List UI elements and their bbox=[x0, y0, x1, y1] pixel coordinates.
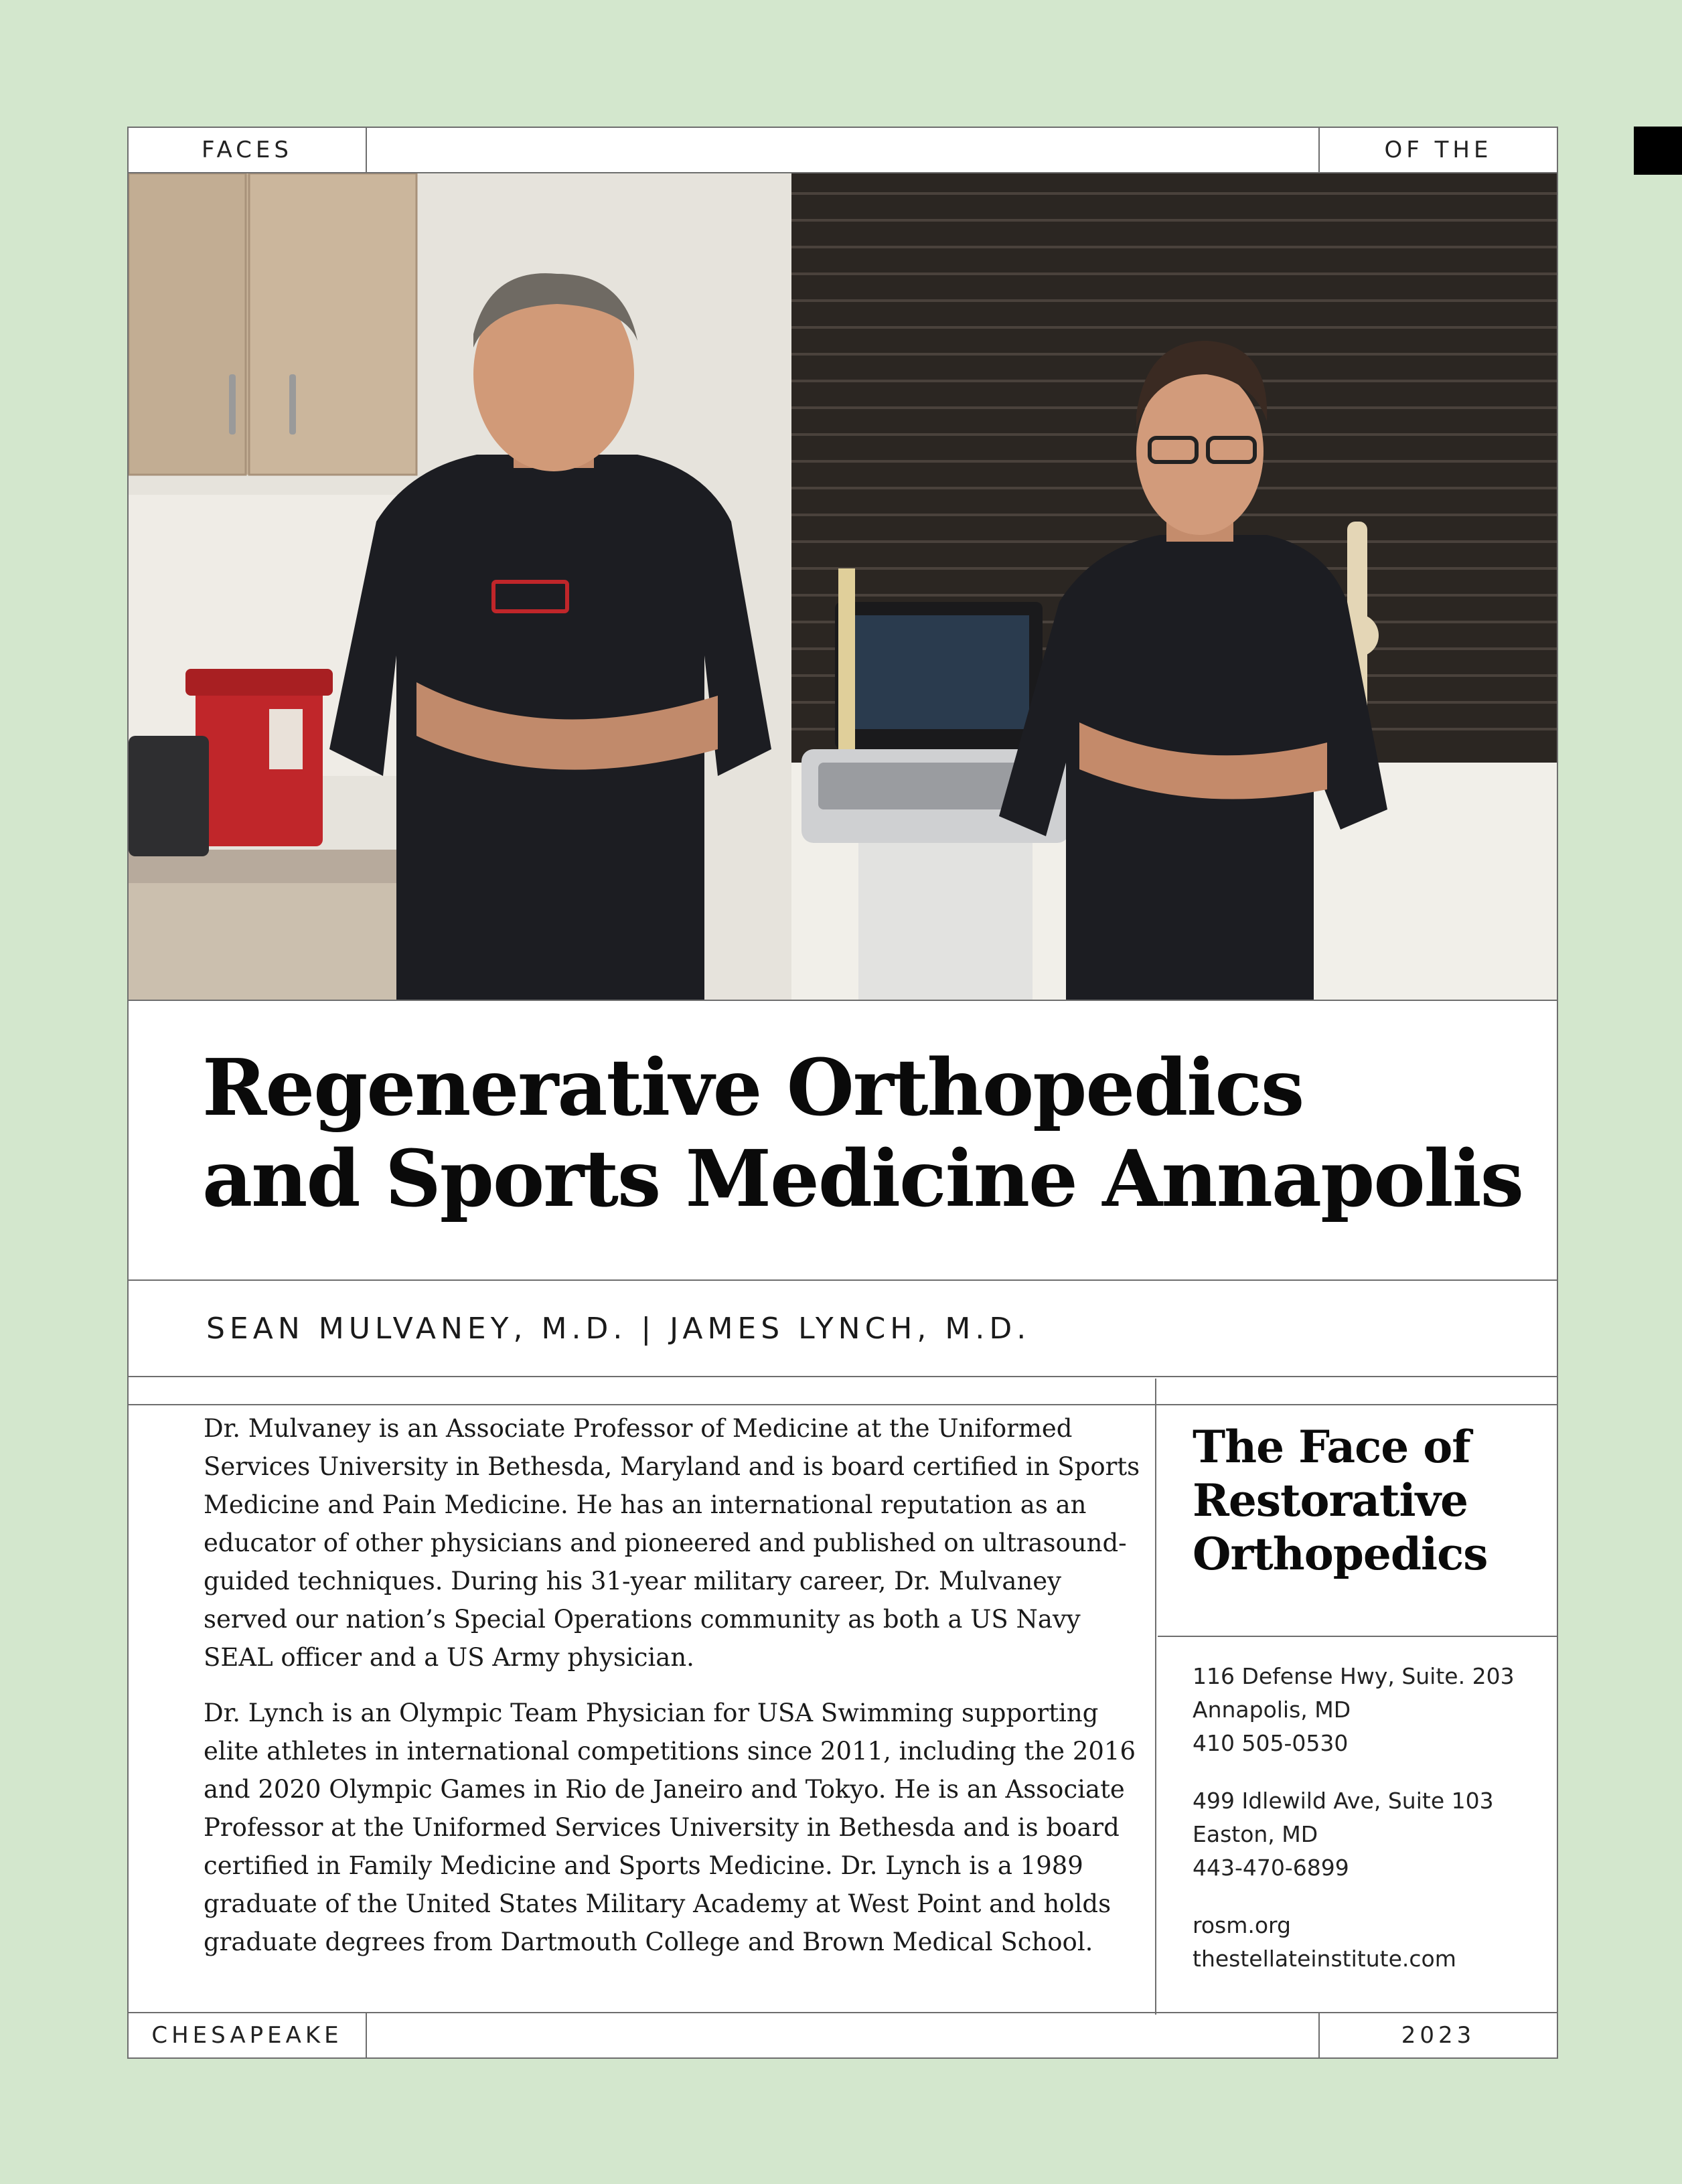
bio-column bbox=[129, 1379, 1156, 2015]
heading-line-2: and Sports Medicine Annapolis bbox=[202, 1134, 1523, 1225]
websites bbox=[1193, 1909, 1557, 1976]
header-spacer bbox=[367, 128, 1318, 172]
doctors-photo bbox=[129, 173, 1557, 1001]
doctor-names: SEAN MULVANEY, M.D. | JAMES LYNCH, M.D. bbox=[206, 1311, 1031, 1346]
easton-city: Easton, MD bbox=[1193, 1821, 1318, 1847]
annapolis-address: 116 Defense Hwy, Suite. 203 bbox=[1193, 1663, 1515, 1689]
sidebar-title-line: Orthopedics bbox=[1193, 1528, 1488, 1580]
annapolis-location bbox=[1193, 1660, 1557, 1760]
contact-info bbox=[1158, 1637, 1557, 1976]
corner-tab bbox=[1634, 127, 1682, 175]
header-right-label: OF THE bbox=[1318, 128, 1557, 172]
website-link-stellate[interactable]: thestellateinstitute.com bbox=[1193, 1946, 1456, 1972]
sidebar-title-line: The Face of bbox=[1193, 1421, 1470, 1473]
practice-name-heading bbox=[202, 1042, 1523, 1225]
website-link-rosm[interactable]: rosm.org bbox=[1193, 1912, 1291, 1938]
easton-location bbox=[1193, 1784, 1557, 1885]
header-left-label: FACES bbox=[129, 128, 367, 172]
footer-left-label: CHESAPEAKE bbox=[129, 2013, 367, 2057]
footer-strip bbox=[129, 2012, 1557, 2057]
doctors-row bbox=[129, 1279, 1557, 1377]
annapolis-phone[interactable]: 410 505-0530 bbox=[1193, 1730, 1349, 1756]
footer-spacer bbox=[367, 2013, 1318, 2057]
footer-right-label: 2023 bbox=[1318, 2013, 1557, 2057]
easton-address: 499 Idlewild Ave, Suite 103 bbox=[1193, 1788, 1494, 1814]
easton-phone[interactable]: 443-470-6899 bbox=[1193, 1855, 1349, 1881]
profile-card bbox=[127, 127, 1558, 2059]
sidebar-title-line: Restorative bbox=[1193, 1474, 1468, 1527]
bio-paragraph-mulvaney: Dr. Mulvaney is an Associate Professor of Medicine at the Uniformed Services University in Bethesda, Maryland and is board certified in Sports Medicine and Pain Medicine. He has an international reputation as an educator of other physicians and pioneered and published on ultrasound-guided techniques. During his 31-year military career, Dr. Mulvaney served our nation’s Special Operations community as both a US Navy SEAL officer and a US Army physician. bbox=[204, 1414, 1140, 1672]
bio-text bbox=[204, 1409, 1141, 1978]
heading-line-1: Regenerative Orthopedics bbox=[202, 1042, 1304, 1134]
annapolis-city: Annapolis, MD bbox=[1193, 1697, 1351, 1723]
sidebar-title bbox=[1193, 1420, 1557, 1581]
bio-paragraph-lynch: Dr. Lynch is an Olympic Team Physician for USA Swimming supporting elite athletes in international competitions since 2011, including the 2016 and 2020 Olympic Games in Rio de Janeiro and Tokyo. He is an Associate Professor at the Uniformed Services University in Bethesda and is board certified in Family Medicine and Sports Medicine. Dr. Lynch is a 1989 graduate of the United States Military Academy at West Point and holds graduate degrees from Dartmouth College and Brown Medical School. bbox=[204, 1699, 1136, 1956]
sidebar-title-box bbox=[1158, 1379, 1557, 1637]
sidebar bbox=[1158, 1379, 1557, 2015]
header-strip bbox=[129, 128, 1557, 173]
